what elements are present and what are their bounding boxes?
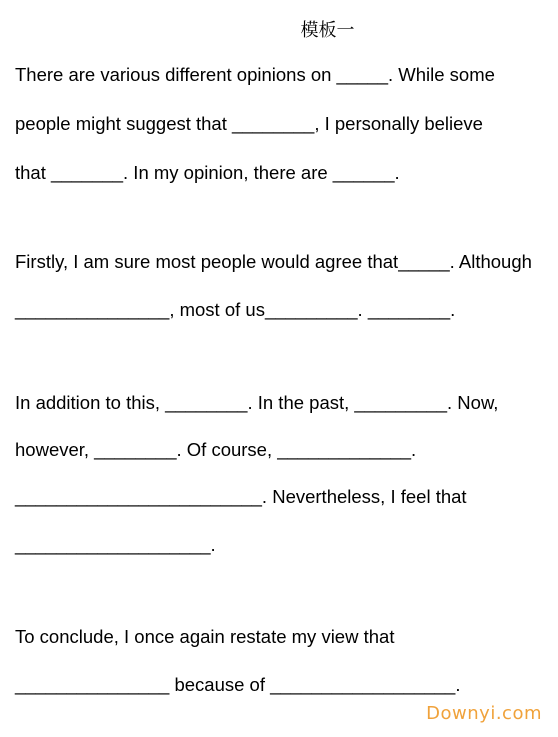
paragraph-2-line-2: _______________, most of us_________. ________.	[15, 299, 456, 320]
paragraph-1-line-3: that _______. In my opinion, there are ______.	[15, 162, 400, 183]
paragraph-1-line-1: There are various different opinions on _____. While some	[15, 64, 495, 85]
paragraph-3-line-2: however, ________. Of course, _____________.	[15, 439, 417, 460]
document-title: 模板一	[300, 20, 355, 41]
paragraph-2-line-1: Firstly, I am sure most people would agree that_____. Although	[15, 251, 532, 272]
paragraph-3-line-4: ___________________.	[15, 534, 216, 555]
paragraph-4-line-2: _______________ because of __________________.	[15, 674, 461, 695]
paragraph-3-line-1: In addition to this, ________. In the past, _________. Now,	[15, 392, 499, 413]
paragraph-3-line-3: ________________________. Nevertheless, I feel that	[15, 486, 467, 507]
paragraph-1-line-2: people might suggest that ________, I personally believe	[15, 113, 483, 134]
site-watermark: Downyi.com	[426, 703, 542, 724]
paragraph-4-line-1: To conclude, I once again restate my view that	[15, 626, 395, 647]
